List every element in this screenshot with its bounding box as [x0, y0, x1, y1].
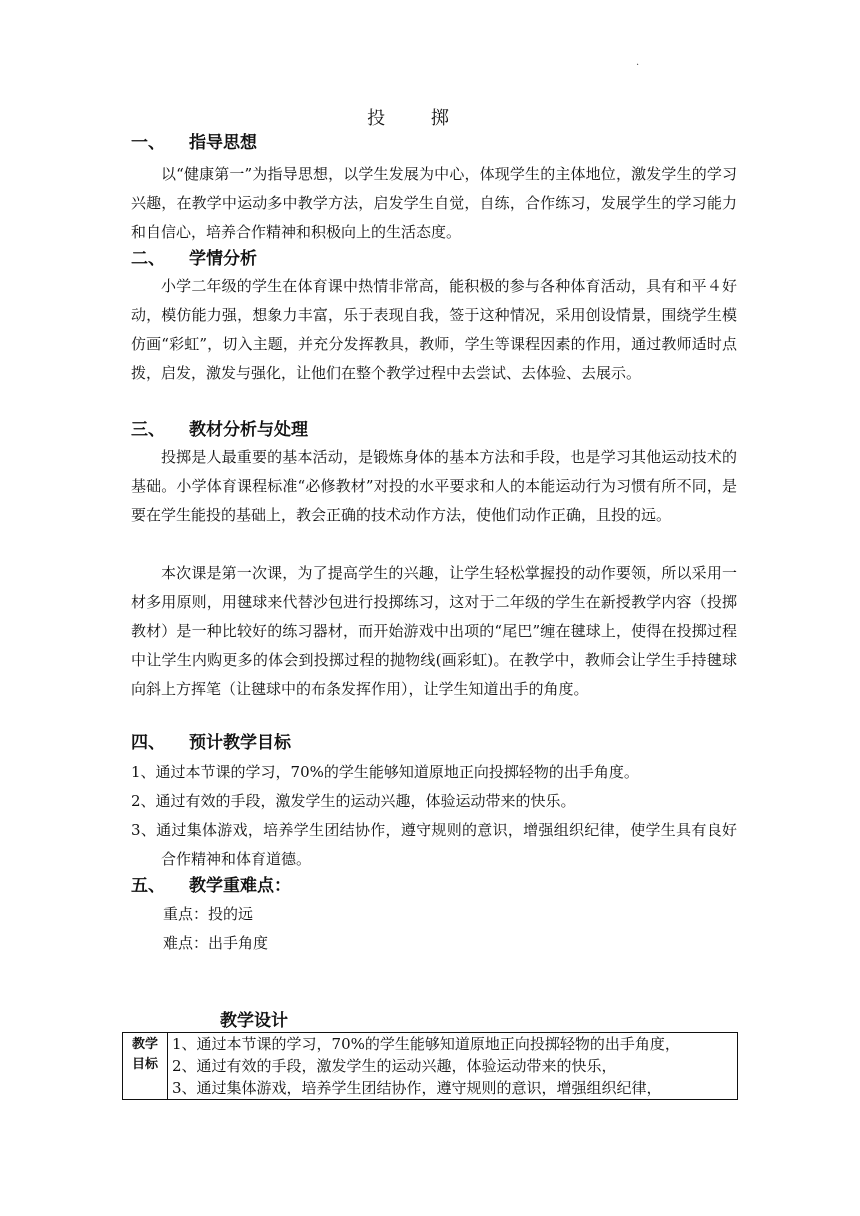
section-heading-1 [131, 130, 257, 156]
difficult-point: 难点：出手角度 [163, 934, 269, 952]
goals-content-cell [168, 1033, 738, 1100]
design-goal-line: 2、通过有效的手段，激发学生的运动兴趣，体验运动带来的快乐， [172, 1057, 617, 1075]
section-number: 三、 [131, 420, 165, 440]
goal-item-1: 1、通过本节课的学习，70%的学生能够知道原地正向投掷轻物的出手角度。 [131, 763, 639, 781]
design-goal-line: 1、通过本节课的学习，70%的学生能够知道原地正向投掷轻物的出手角度， [172, 1035, 680, 1053]
section-number: 五、 [131, 876, 165, 896]
goals-label-cell [123, 1033, 168, 1100]
section-title: 教材分析与处理 [189, 420, 308, 440]
section-number: 一、 [131, 133, 165, 153]
document-title: 投 掷 [367, 108, 469, 129]
section-heading-4 [131, 730, 291, 756]
goals-label-line: 教学 [131, 1037, 158, 1052]
paragraph-material-1: 投掷是人最重要的基本活动，是锻炼身体的基本方法和手段，也是学习其他运动技术的基础。小学体育课程标准“必修教材”对投的水平要求和人的本能运动行为习惯有所不同，是要在学生能投的基础上，教会正确的技术动作方法，使他们动作正确，且投的远。 [131, 448, 737, 524]
paragraph-students: 小学二年级的学生在体育课中热情非常高，能积极的参与各种体育活动，具有和平４好动，模仿能力强，想象力丰富，乐于表现自我，签于这种情况，采用创设情景，围绕学生模仿画“彩虹”，切入主题，并充分发挥教具，教师，学生等课程因素的作用，通过教师适时点拨，启发，激发与强化，让他们在整个教学过程中去尝试、去体验、去展示。 [131, 277, 737, 382]
goal-item-2: 2、通过有效的手段，激发学生的运动兴趣，体验运动带来的快乐。 [131, 792, 576, 810]
section-number: 二、 [131, 249, 165, 269]
table-row [123, 1033, 738, 1100]
design-table [122, 1032, 738, 1100]
section-title: 预计教学目标 [189, 733, 291, 753]
section-heading-2 [131, 246, 257, 272]
design-title: 教学设计 [220, 1011, 288, 1031]
section-title: 指导思想 [189, 133, 257, 153]
key-point: 重点：投的远 [163, 905, 254, 923]
section-title: 学情分析 [189, 249, 257, 269]
design-goal-line: 3、通过集体游戏，培养学生团结协作，遵守规则的意识，增强组织纪律， [172, 1079, 662, 1097]
goal-item-3: 3、通过集体游戏，培养学生团结协作，遵守规则的意识，增强组织纪律，使学生具有良好合作精神和体育道德。 [131, 821, 737, 868]
section-heading-3 [131, 417, 308, 443]
paragraph-material-2: 本次课是第一次课，为了提高学生的兴趣，让学生轻松掌握投的动作要领，所以采用一材多用原则，用毽球来代替沙包进行投掷练习，这对于二年级的学生在新授教学内容（投掷教材）是一种比较好的练习器材，而开始游戏中出项的“尾巴”缠在毽球上，使得在投掷过程中让学生内购更多的体会到投掷过程的抛物线(画彩虹)。在教学中，教师会让学生手持毽球向斜上方挥笔（让毽球中的布条发挥作用），让学生知道出手的角度。 [131, 564, 737, 698]
section-title: 教学重难点： [189, 876, 291, 896]
section-number: 四、 [131, 733, 165, 753]
section-heading-5 [131, 873, 291, 899]
goals-label-line: 目标 [131, 1057, 158, 1072]
page-mark: · [636, 60, 640, 71]
paragraph-guiding: 以“健康第一”为指导思想，以学生发展为中心，体现学生的主体地位，激发学生的学习兴趣，在教学中运动多中教学方法，启发学生自觉，自练，合作练习，发展学生的学习能力和自信心，培养合作精神和积极向上的生活态度。 [131, 165, 737, 241]
